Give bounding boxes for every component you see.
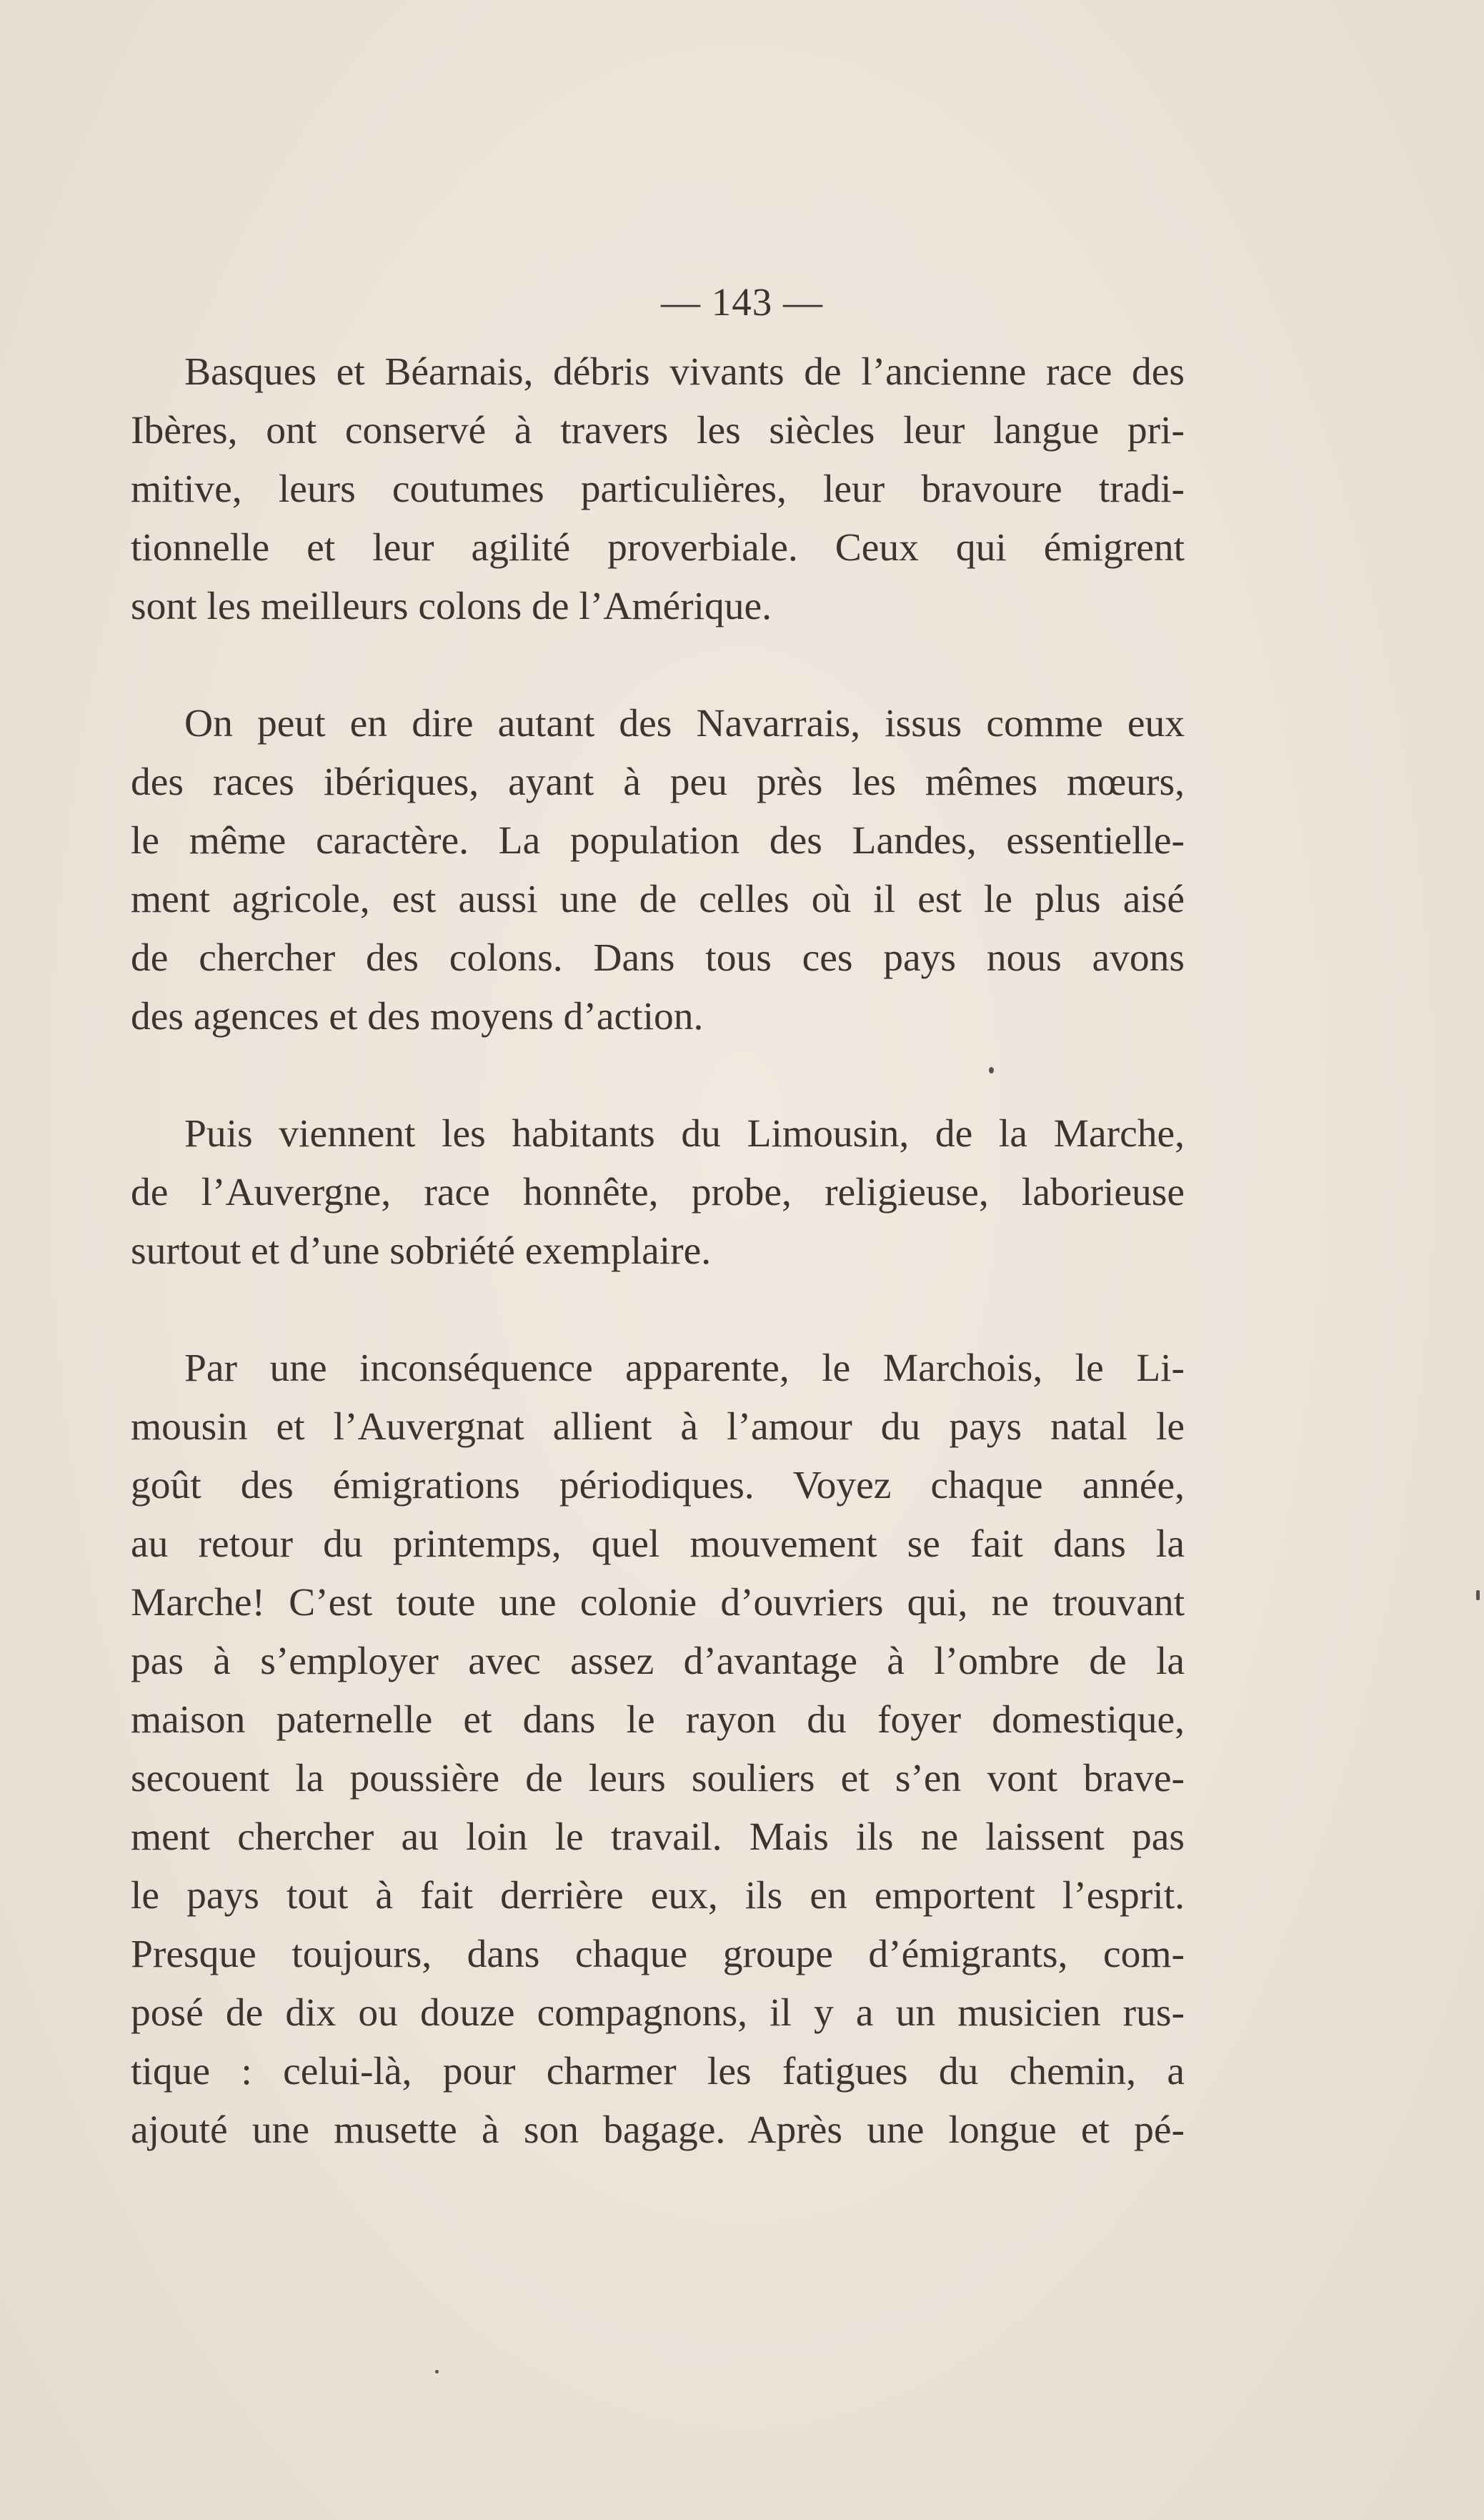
text-line: au retour du printemps, quel mouvement se fait dans la <box>131 1522 1185 1566</box>
text-line: de chercher des colons. Dans tous ces pays nous avons <box>131 936 1185 980</box>
text-line: maison paternelle et dans le rayon du foyer domestique, <box>131 1698 1185 1742</box>
text-line: le pays tout à fait derrière eux, ils en emportent l’esprit. <box>131 1874 1185 1918</box>
text-line: de l’Auvergne, race honnête, probe, religieuse, laborieuse <box>131 1171 1185 1214</box>
text-line: pas à s’employer avec assez d’avantage à l’ombre de la <box>131 1640 1185 1683</box>
text-line: On peut en dire autant des Navarrais, issus comme eux <box>184 702 1185 745</box>
paragraph-4 <box>131 1339 1185 2160</box>
text-line: ment agricole, est aussi une de celles où il est le plus aisé <box>131 878 1185 921</box>
text-line: sont les meilleurs colons de l’Amérique. <box>131 585 772 628</box>
text-line: le même caractère. La population des Landes, essentielle- <box>131 819 1185 863</box>
page-number: — 143 — <box>661 280 823 324</box>
text-line: mitive, leurs coutumes particulières, leur bravoure tradi- <box>131 467 1185 511</box>
text-line: mousin et l’Auvergnat allient à l’amour du pays natal le <box>131 1405 1185 1449</box>
text-line: Ibères, ont conservé à travers les siècles leur langue pri- <box>131 409 1185 452</box>
paper-speck <box>989 1067 994 1073</box>
text-line: Marche! C’est toute une colonie d’ouvriers qui, ne trouvant <box>131 1581 1185 1624</box>
text-line: tionnelle et leur agilité proverbiale. Ceux qui émigrent <box>131 526 1185 570</box>
text-line: des agences et des moyens d’action. <box>131 995 704 1038</box>
text-line: des races ibériques, ayant à peu près les mêmes mœurs, <box>131 760 1185 804</box>
paragraph-3 <box>131 1105 1185 1281</box>
text-line: Par une inconséquence apparente, le Marchois, le Li- <box>184 1346 1185 1390</box>
text-line: goût des émigrations périodiques. Voyez chaque année, <box>131 1464 1185 1507</box>
text-line: Puis viennent les habitants du Limousin, de la Marche, <box>184 1112 1185 1156</box>
text-line: secouent la poussière de leurs souliers et s’en vont brave- <box>131 1757 1185 1800</box>
paragraph-1 <box>131 343 1185 636</box>
text-line: ajouté une musette à son bagage. Après une longue et pé- <box>131 2108 1185 2152</box>
text-line: Presque toujours, dans chaque groupe d’émigrants, com- <box>131 1933 1185 1976</box>
text-line: tique : celui-là, pour charmer les fatigues du chemin, a <box>131 2050 1185 2093</box>
text-line: posé de dix ou douze compagnons, il y a un musicien rus- <box>131 1991 1185 2035</box>
text-line: Basques et Béarnais, débris vivants de l’ancienne race des <box>184 350 1185 394</box>
page-body <box>131 343 1185 2160</box>
text-line: surtout et d’une sobriété exemplaire. <box>131 1229 712 1273</box>
paper-speck <box>435 2370 439 2373</box>
paper-speck <box>1476 1590 1480 1600</box>
text-line: ment chercher au loin le travail. Mais ils ne laissent pas <box>131 1815 1185 1859</box>
paragraph-2 <box>131 695 1185 1046</box>
